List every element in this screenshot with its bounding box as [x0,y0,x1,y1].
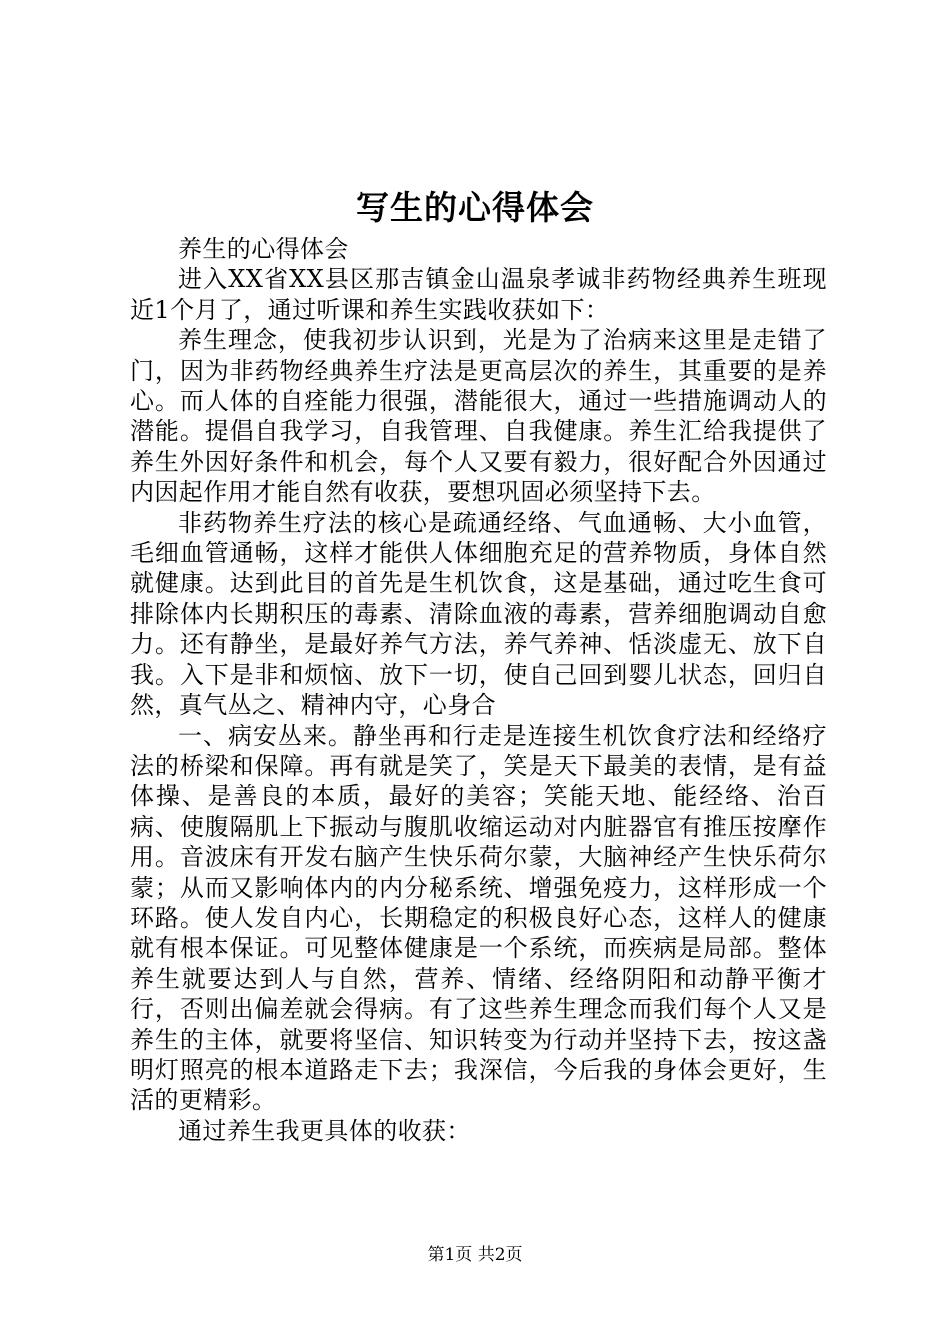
document-body [130,234,827,1146]
paragraph-concept: 养生理念，使我初步认识到，光是为了治病来这里是走错了门，因为非药物经典养生疗法是更高层次的养生，其重要的是养心。而人体的自痊能力很强，潜能很大，通过一些措施调动人的潜能。提倡自我学习，自我管理、自我健康。养生汇给我提供了养生外因好条件和机会，每个人又要有毅力，很好配合外因通过内因起作用才能自然有收获，要想巩固必须坚持下去。 [130,326,827,507]
paragraph-closing: 通过养生我更具体的收获： [178,1116,471,1145]
page-number-footer: 第1页 共2页 [427,1245,523,1265]
document-title: 写生的心得体会 [356,188,594,227]
paragraph-core-method: 非药物养生疗法的核心是疏通经络、气血通畅、大小血管，毛细血管通畅，这样才能供人体细胞充足的营养物质，身体自然就健康。达到此目的首先是生机饮食，这是基础，通过吃生食可排除体内长期积压的毒素、清除血液的毒素，营养细胞调动自愈力。还有静坐，是最好养气方法，养气养神、恬淡虚无、放下自我。入下是非和烦恼、放下一切，使自己回到婴儿状态，回归自然，真气丛之、精神内守，心身合 [130,508,827,720]
paragraph-intro: 进入XX省XX县区那吉镇金山温泉孝诚非药物经典养生班现近1个月了，通过听课和养生实践收获如下： [130,265,827,324]
paragraph-walking-laughing: 一、病安丛来。静坐再和行走是连接生机饮食疗法和经络疗法的桥梁和保障。再有就是笑了，笑是天下最美的表情，是有益体操、是善良的本质，最好的美容；笑能天地、能经络、治百病、使腹隔肌上下振动与腹肌收缩运动对内脏器官有推压按摩作用。音波床有开发右脑产生快乐荷尔蒙，大脑神经产生快乐荷尔蒙；从而又影响体内的内分秘系统、增强免疫力，这样形成一个环路。使人发自内心，长期稳定的积极良好心态，这样人的健康就有根本保证。可见整体健康是一个系统，而疾病是局部。整体养生就要达到人与自然，营养、情绪、经络阴阳和动静平衡才行，否则出偏差就会得病。有了这些养生理念而我们每个人又是养生的主体，就要将坚信、知识转变为行动并坚持下去，按这盏明灯照亮的根本道路走下去；我深信，今后我的身体会更好，生活的更精彩。 [130,721,827,1115]
paragraph-subtitle: 养生的心得体会 [178,235,349,263]
